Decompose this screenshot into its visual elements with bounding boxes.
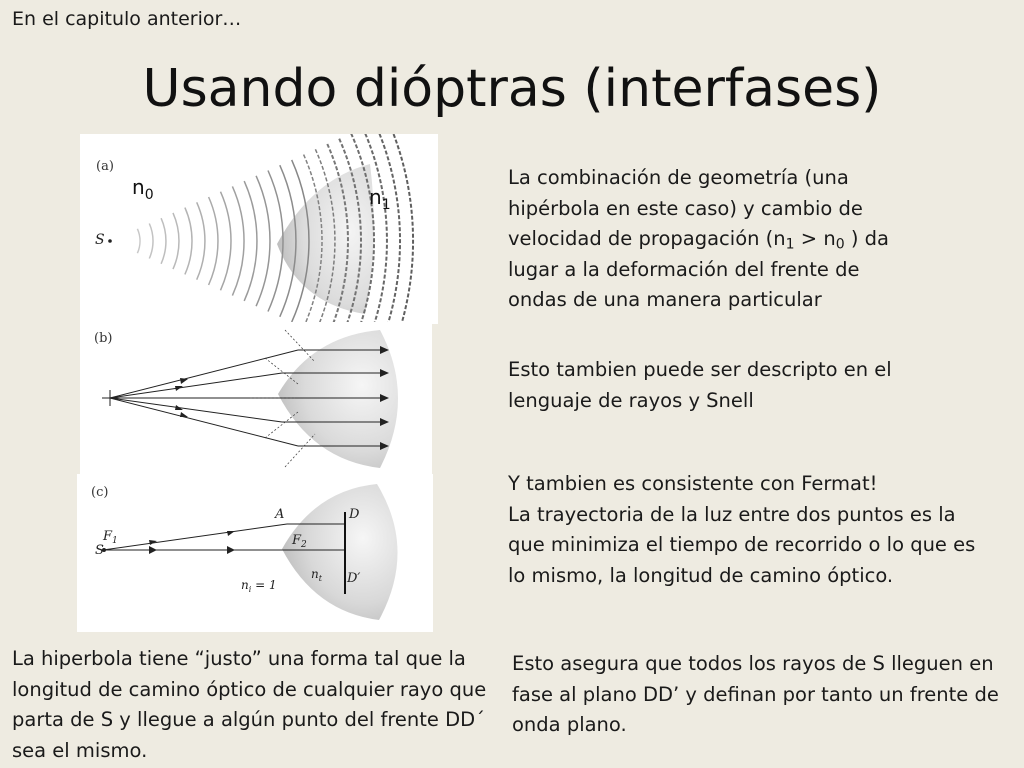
slide-title: Usando dióptras (interfases) — [142, 59, 882, 119]
wavefront-arc — [161, 218, 166, 264]
p3-line2: La trayectoria de la luz entre dos puntos es la que minimiza el tiempo de recorrido o lo que es lo mismo, la longitud de camino óptico. — [508, 502, 976, 587]
wavefront-arc — [221, 192, 231, 291]
paragraph-phase: Esto asegura que todos los rayos de S lleguen en fase al plano DD’ y definan por tanto un frente de onda plano. — [512, 652, 999, 736]
wavefront-diagram — [80, 134, 438, 324]
fermat-arrowheads — [149, 531, 235, 554]
lens-body-c — [282, 484, 398, 620]
paragraph-snell: Esto tambien puede ser descripto en el lenguaje de rayos y Snell — [508, 358, 892, 412]
paragraph-fermat — [508, 469, 988, 591]
label-dprime: D′ — [347, 571, 361, 586]
label-a: A — [275, 507, 285, 522]
figure-panel-a — [80, 134, 438, 324]
source-point — [108, 239, 112, 243]
n0-label: $n_0$ — [132, 175, 154, 203]
figure-panel-b — [80, 322, 432, 474]
fermat-diagram — [77, 474, 433, 632]
wavefront-arc — [256, 176, 270, 306]
wavefront-arc — [244, 181, 257, 301]
p1-line5: ondas de una manera particular — [508, 288, 822, 311]
paragraph-geometry — [508, 163, 928, 316]
wavefront-arc — [137, 229, 140, 253]
label-ni: $n_i = 1$ — [241, 578, 277, 594]
p1-line4: lugar a la deformación del frente de — [508, 257, 860, 281]
source-s-label: S — [95, 232, 105, 248]
label-nt: $n_t$ — [311, 567, 322, 583]
lens-body-a — [277, 164, 374, 314]
ray-diagram — [80, 322, 432, 474]
p1-line1: La combinación de geometría (una — [508, 166, 849, 189]
p3-line1: Y tambien es consistente con Fermat! — [508, 472, 878, 495]
p1-line3: velocidad de propagación ($n_1 > n_0$ ) da — [508, 227, 889, 253]
wavefront-arc — [232, 186, 244, 295]
panel-c-tag: (c) — [91, 485, 109, 500]
wavefront-arc — [197, 202, 205, 279]
wavefront-arc — [185, 208, 192, 275]
figure-panel-c — [77, 474, 433, 632]
wavefront-arc — [149, 224, 153, 259]
p1-line2: hipérbola en este caso) y cambio de — [508, 196, 863, 220]
label-d: D — [349, 507, 360, 522]
kicker-text: En el capitulo anterior… — [12, 8, 242, 30]
n1-label: $n_1$ — [369, 185, 391, 213]
label-f2: $F_2$ — [292, 533, 307, 550]
label-f1: $F_1$ — [103, 529, 118, 546]
label-s: S — [95, 543, 104, 558]
paragraph-hyperbola: La hiperbola tiene “justo” una forma tal que la longitud de camino óptico de cualquier rayo que parta de S y llegue a algún punto del frente DD´ sea el mismo. — [12, 647, 487, 762]
panel-a-tag: (a) — [96, 159, 114, 174]
wavefront-arc — [209, 197, 218, 285]
panel-b-tag: (b) — [94, 331, 113, 346]
wavefront-arc — [173, 213, 179, 269]
